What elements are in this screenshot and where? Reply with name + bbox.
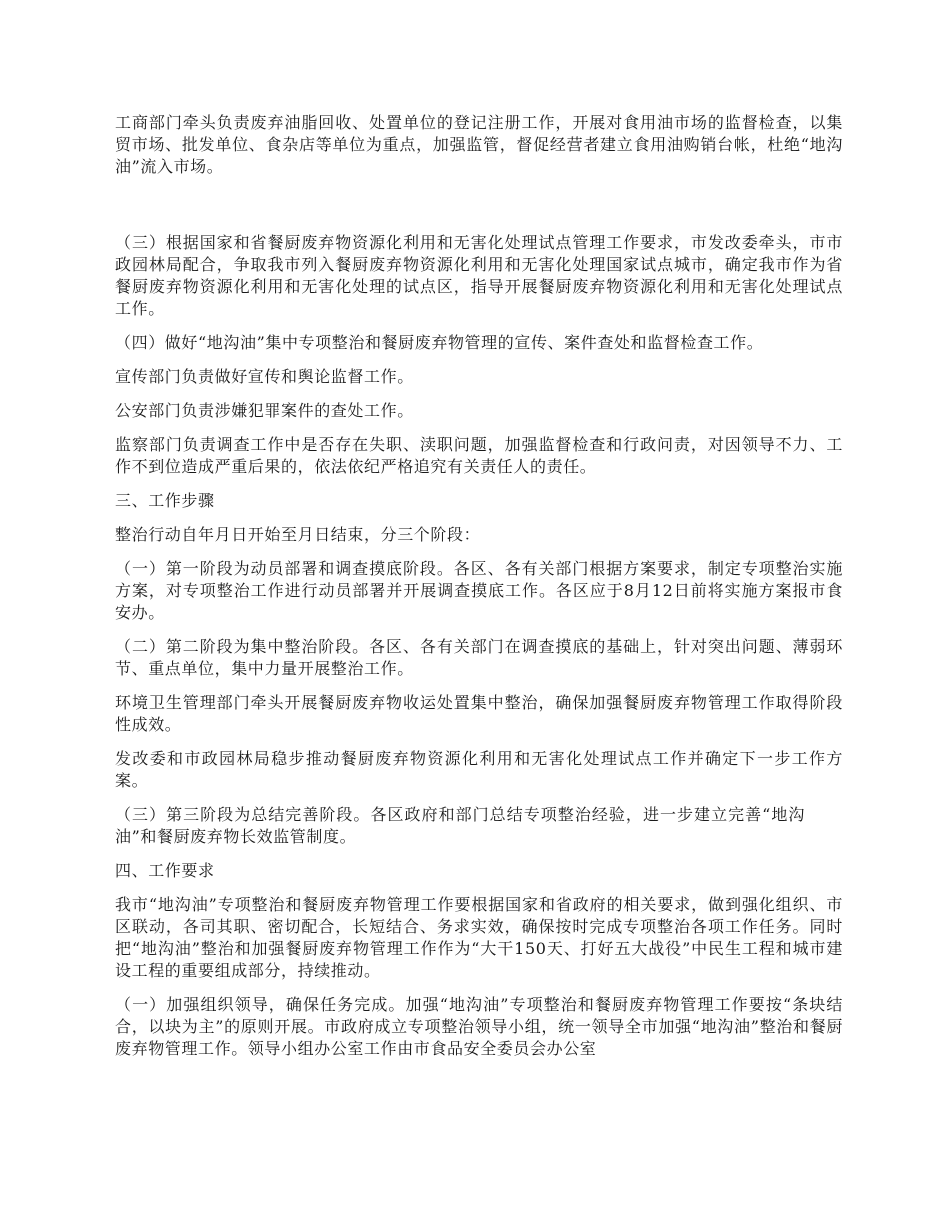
paragraph: 监察部门负责调查工作中是否存在失职、渎职问题，加强监督检查和行政问责，对因领导不力、工作不到位造成严重后果的，依法依纪严格追究有关责任人的责任。 — [115, 435, 843, 476]
paragraph: 公安部门负责涉嫌犯罪案件的查处工作。 — [115, 401, 414, 420]
section-heading: 四、工作要求 — [115, 861, 215, 880]
document-page — [115, 112, 843, 1072]
paragraph: 我市“地沟油”专项整治和餐厨废弃物管理工作要根据国家和省政府的相关要求，做到强化组织、市区联动，各司其职、密切配合，长短结合、务求实效，确保按时完成专项整治各项工作任务。同时把“地沟油”整治和加强餐厨废弃物管理工作作为“大干150天、打好五大战役”中民生工程和城市建设工程的重要组成部分，持续推动。 — [115, 895, 843, 980]
paragraph: （三）根据国家和省餐厨废弃物资源化利用和无害化处理试点管理工作要求，市发改委牵头，市市政园林局配合，争取我市列入餐厨废弃物资源化利用和无害化处理国家试点城市，确定我市作为省餐厨废弃物资源化利用和无害化处理的试点区，指导开展餐厨废弃物资源化利用和无害化处理试点工作。 — [115, 233, 843, 318]
paragraph: （四）做好“地沟油”集中专项整治和餐厨废弃物管理的宣传、案件查处和监督检查工作。 — [115, 333, 764, 352]
paragraph: （一）加强组织领导，确保任务完成。加强“地沟油”专项整治和餐厨废弃物管理工作要按“条块结合，以块为主”的原则开展。市政府成立专项整治领导小组，统一领导全市加强“地沟油”整治和餐厨废弃物管理工作。领导小组办公室工作由市食品安全委员会办公室 — [115, 995, 843, 1058]
paragraph: 工商部门牵头负责废弃油脂回收、处置单位的登记注册工作，开展对食用油市场的监督检查，以集贸市场、批发单位、食杂店等单位为重点，加强监管，督促经营者建立食用油购销台帐，杜绝“地沟油”流入市场。 — [115, 113, 843, 176]
paragraph: 整治行动自年月日开始至月日结束，分三个阶段： — [115, 525, 481, 544]
paragraph: （二）第二阶段为集中整治阶段。各区、各有关部门在调查摸底的基础上，针对突出问题、薄弱环节、重点单位，集中力量开展整治工作。 — [115, 637, 843, 678]
section-heading: 三、工作步骤 — [115, 491, 215, 510]
paragraph: 发改委和市政园林局稳步推动餐厨废弃物资源化利用和无害化处理试点工作并确定下一步工作方案。 — [115, 749, 843, 790]
paragraph: 宣传部门负责做好宣传和舆论监督工作。 — [115, 367, 414, 386]
paragraph: （三）第三阶段为总结完善阶段。各区政府和部门总结专项整治经验，进一步建立完善“地沟油”和餐厨废弃物长效监管制度。 — [115, 805, 805, 846]
blank-spacer — [115, 190, 843, 232]
paragraph: （一）第一阶段为动员部署和调查摸底阶段。各区、各有关部门根据方案要求，制定专项整治实施方案，对专项整治工作进行动员部署并开展调查摸底工作。各区应于8月12日前将实施方案报市食安办。 — [115, 559, 843, 622]
paragraph: 环境卫生管理部门牵头开展餐厨废弃物收运处置集中整治，确保加强餐厨废弃物管理工作取得阶段性成效。 — [115, 693, 843, 734]
